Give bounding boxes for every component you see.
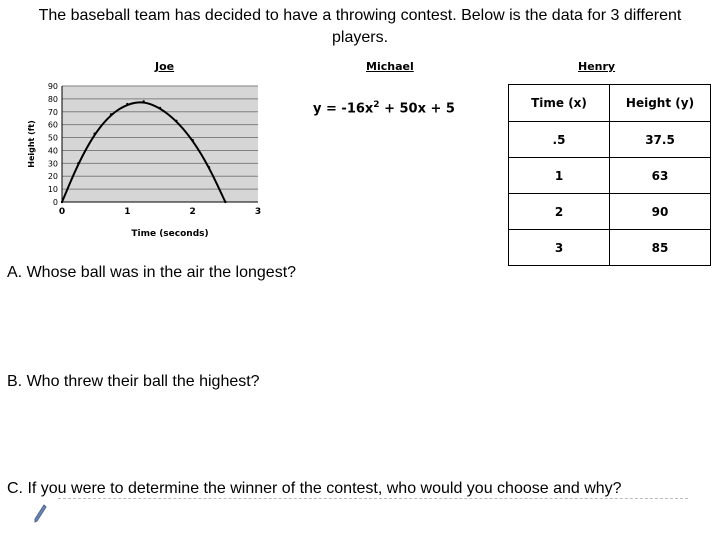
data-point [126,103,128,105]
joe-chart [20,78,270,243]
height-cell: 37.5 [610,122,711,158]
answer-line [58,498,688,499]
header-height: Height (y) [610,85,711,122]
y-tick-label: 20 [47,172,58,182]
height-cell: 85 [610,230,711,266]
x-tick-labels [59,207,261,217]
y-tick-label: 0 [52,198,58,207]
pencil-icon [33,504,47,524]
height-cell: 63 [610,158,711,194]
time-cell: 1 [509,158,610,194]
data-point [208,166,210,168]
player-label-michael: Michael [366,60,414,73]
x-tick-label: 0 [58,207,66,217]
data-point [175,120,177,122]
time-cell: 2 [509,194,610,230]
y-tick-label: 90 [47,82,58,91]
data-point [224,201,226,203]
y-tick-label: 10 [47,185,58,195]
header-time: Time (x) [509,85,610,122]
time-cell: .5 [509,122,610,158]
x-tick-label: 3 [254,207,262,217]
y-tick-label: 60 [47,120,58,130]
data-point [93,132,95,134]
question-b: B. Who threw their ball the highest? [7,373,260,390]
table-row [509,122,711,158]
table-row [509,194,711,230]
y-tick-label: 30 [47,159,58,169]
page-title: The baseball team has decided to have a throwing contest. Below is the data for 3 different players. [38,7,682,46]
y-axis-label: Height (ft) [27,120,36,168]
y-tick-label: 70 [47,107,58,117]
x-tick-label: 1 [124,207,131,217]
data-point [110,113,112,115]
player-label-henry: Henry [578,60,616,73]
data-point [77,162,79,164]
data-point [191,139,193,141]
question-a: A. Whose ball was in the air the longest? [7,264,297,281]
time-cell: 3 [509,230,610,266]
table-header-row [509,85,711,122]
plot-background [62,86,258,202]
data-point [61,201,63,203]
x-axis-label: Time (seconds) [131,229,209,239]
data-point [142,100,144,102]
y-tick-label: 80 [47,94,58,104]
question-c: C. If you were to determine the winner of the contest, who would you choose and why? [7,480,622,497]
height-cell: 90 [610,194,711,230]
table-row [509,230,711,266]
player-label-joe: Joe [155,60,175,73]
y-tick-labels [48,82,58,207]
michael-equation: $y = -16x^2 + 50x + 5$ [313,100,455,117]
table-row [509,158,711,194]
y-tick-label: 50 [47,133,58,143]
data-point [159,107,161,109]
x-tick-label: 2 [189,207,196,217]
henry-table [508,84,711,266]
y-tick-label: 40 [47,146,58,156]
